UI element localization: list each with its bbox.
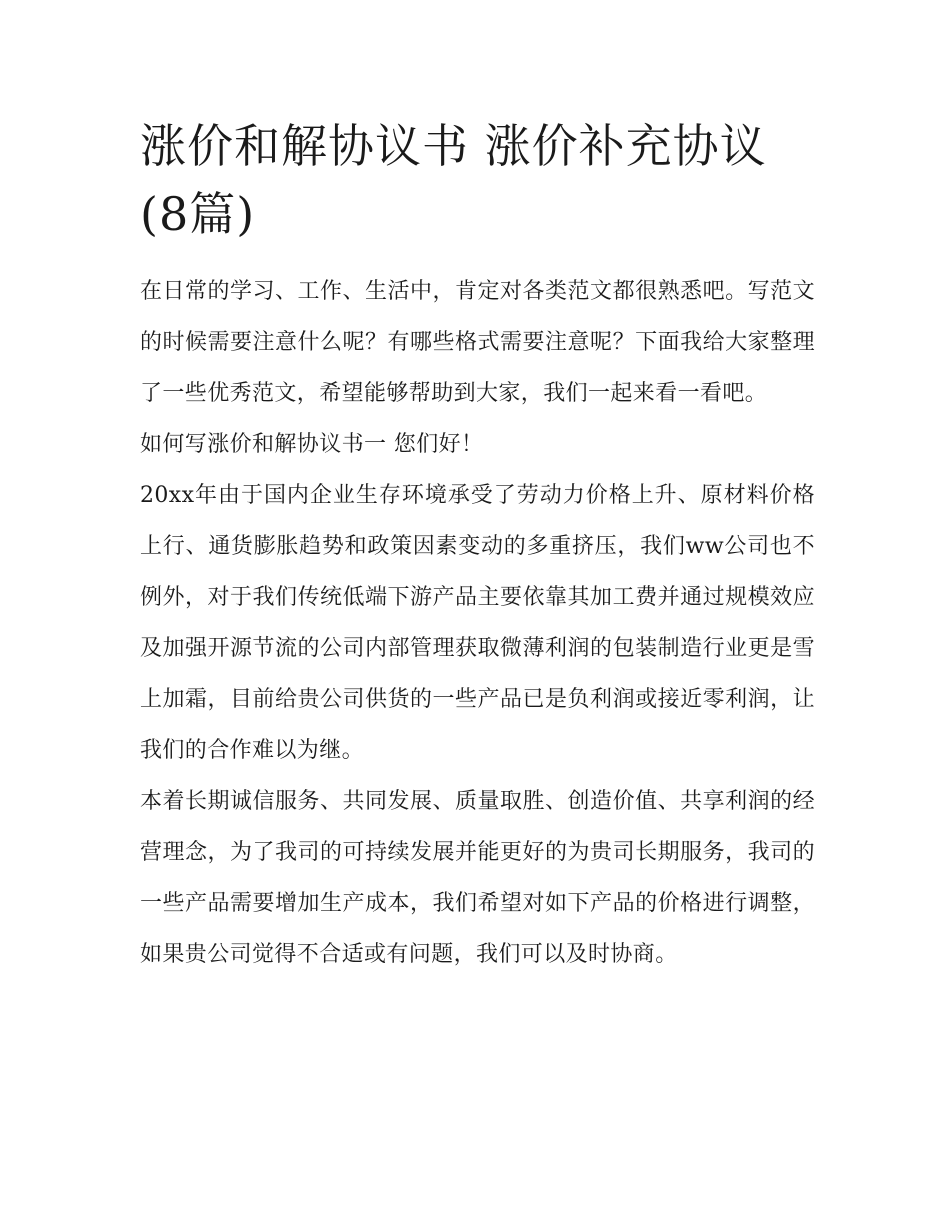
document-body — [140, 266, 815, 980]
paragraph-greeting: 如何写涨价和解协议书一 您们好！ — [140, 432, 484, 458]
document-title: 涨价和解协议书 涨价补充协议(8篇) — [140, 119, 767, 242]
paragraph-intro: 在日常的学习、工作、生活中，肯定对各类范文都很熟悉吧。写范文的时候需要注意什么呢？有哪些格式需要注意呢？下面我给大家整理了一些优秀范文，希望能够帮助到大家，我们一起来看一看吧。 — [140, 279, 815, 407]
paragraph-proposal: 本着长期诚信服务、共同发展、质量取胜、创造价值、共享利润的经营理念，为了我司的可持续发展并能更好的为贵司长期服务，我司的一些产品需要增加生产成本，我们希望对如下产品的价格进行调整，如果贵公司觉得不合适或有问题，我们可以及时协商。 — [140, 789, 815, 968]
paragraph-background: 20xx年由于国内企业生存环境承受了劳动力价格上升、原材料价格上行、通货膨胀趋势和政策因素变动的多重挤压，我们ww公司也不例外，对于我们传统低端下游产品主要依靠其加工费并通过规模效应及加强开源节流的公司内部管理获取微薄利润的包装制造行业更是雪上加霜，目前给贵公司供货的一些产品已是负利润或接近零利润，让我们的合作难以为继。 — [140, 483, 815, 764]
document-page — [140, 112, 815, 980]
